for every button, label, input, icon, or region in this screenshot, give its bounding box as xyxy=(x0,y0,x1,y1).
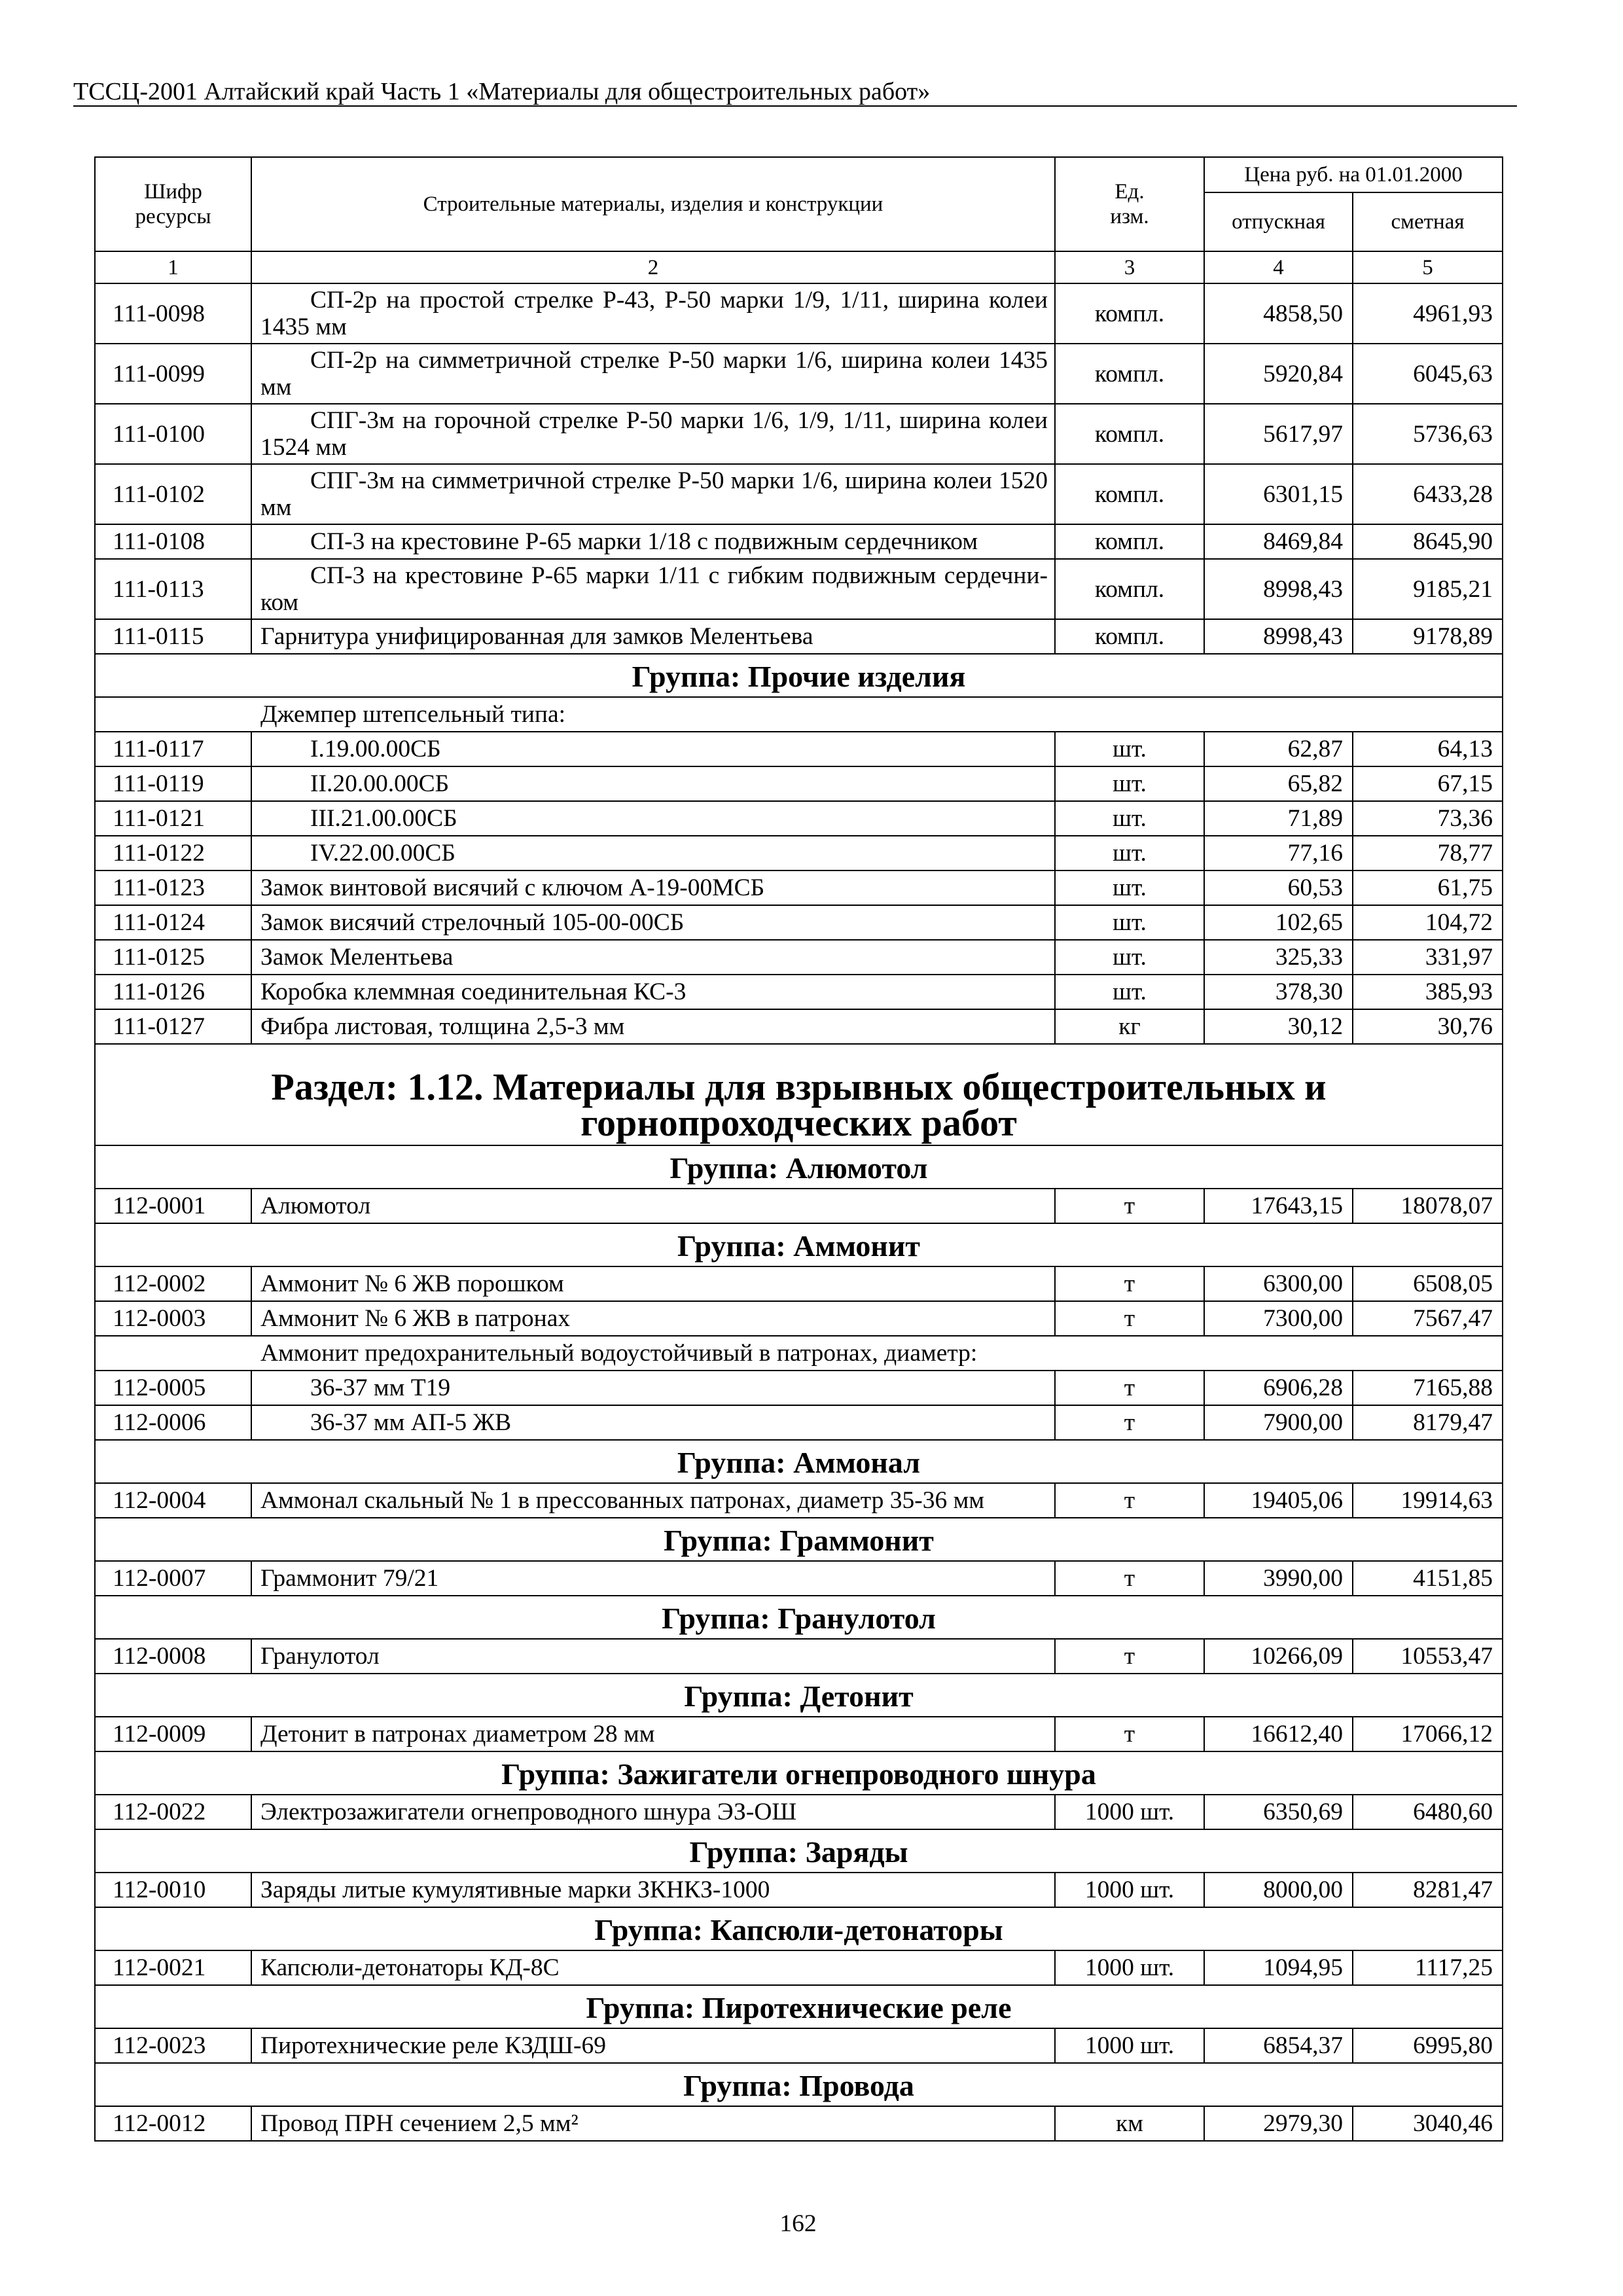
item-name-line: 1524 мм xyxy=(260,434,347,461)
table-body xyxy=(95,283,1503,2141)
item-name-line: мм xyxy=(260,494,292,521)
group-heading: Группа: Зажигатели огнепроводного шнура xyxy=(95,1751,1503,1795)
price-release: 2979,30 xyxy=(1204,2106,1353,2141)
group-row xyxy=(95,1829,1503,1873)
column-number: 5 xyxy=(1353,251,1503,283)
item-name: Замок Мелентьева xyxy=(251,940,1055,975)
unit: шт. xyxy=(1055,905,1204,940)
price-release: 6301,15 xyxy=(1204,464,1353,524)
unit: шт. xyxy=(1055,801,1204,836)
item-name: Капсюли-детонаторы КД-8С xyxy=(251,1950,1055,1985)
table-row xyxy=(95,1561,1503,1596)
price-release: 3990,00 xyxy=(1204,1561,1353,1596)
column-header-code xyxy=(95,157,251,251)
table-row xyxy=(95,283,1503,344)
price-estimate: 9178,89 xyxy=(1353,619,1503,654)
resource-code: 111-0119 xyxy=(95,766,251,801)
table-row xyxy=(95,1266,1503,1301)
table-row xyxy=(95,1189,1503,1223)
price-estimate: 385,93 xyxy=(1353,975,1503,1009)
table-row xyxy=(95,464,1503,524)
table-row xyxy=(95,732,1503,766)
group-heading: Группа: Аммонит xyxy=(95,1223,1503,1266)
unit: компл. xyxy=(1055,464,1204,524)
table-header xyxy=(95,157,1503,283)
table-row xyxy=(95,404,1503,464)
subgroup-label: Аммонит предохранительный водоустойчивый в патронах, диаметр: xyxy=(95,1336,1503,1371)
price-release: 1094,95 xyxy=(1204,1950,1353,1985)
price-table xyxy=(94,156,1503,2142)
price-estimate: 73,36 xyxy=(1353,801,1503,836)
item-name: Гарнитура унифицированная для замков Мелентьева xyxy=(251,619,1055,654)
resource-code: 111-0126 xyxy=(95,975,251,1009)
running-header: ТССЦ-2001 Алтайский край Часть 1 «Материалы для общестроительных работ» xyxy=(73,78,931,105)
group-heading: Группа: Аммонал xyxy=(95,1440,1503,1483)
unit: шт. xyxy=(1055,836,1204,870)
group-heading: Группа: Прочие изделия xyxy=(95,654,1503,697)
group-heading: Группа: Алюмотол xyxy=(95,1145,1503,1189)
price-estimate: 8179,47 xyxy=(1353,1405,1503,1440)
price-release: 8000,00 xyxy=(1204,1873,1353,1907)
table-row xyxy=(95,766,1503,801)
table-row xyxy=(95,1371,1503,1405)
group-row xyxy=(95,2063,1503,2106)
item-name: Детонит в патронах диаметром 28 мм xyxy=(251,1717,1055,1751)
group-heading: Группа: Гранулотол xyxy=(95,1596,1503,1639)
table-row xyxy=(95,870,1503,905)
column-header-price: Цена руб. на 01.01.2000 xyxy=(1204,157,1503,192)
resource-code: 111-0100 xyxy=(95,404,251,464)
item-name: Граммонит 79/21 xyxy=(251,1561,1055,1596)
group-row xyxy=(95,1985,1503,2028)
item-name-line: ком xyxy=(260,589,299,616)
unit: 1000 шт. xyxy=(1055,1950,1204,1985)
resource-code: 111-0122 xyxy=(95,836,251,870)
table-row xyxy=(95,1950,1503,1985)
column-header-unit-line: изм. xyxy=(1110,205,1149,228)
section-row xyxy=(95,1044,1503,1145)
resource-code: 112-0003 xyxy=(95,1301,251,1336)
price-release: 5920,84 xyxy=(1204,344,1353,404)
table-row xyxy=(95,1717,1503,1751)
item-name-line: СП-2р на симметричной стрелке Р-50 марки 1/6, ширина колеи 1435 xyxy=(310,347,1048,374)
unit: т xyxy=(1055,1639,1204,1674)
item-name: 36-37 мм АП-5 ЖВ xyxy=(251,1405,1055,1440)
price-release: 7300,00 xyxy=(1204,1301,1353,1336)
price-estimate: 6508,05 xyxy=(1353,1266,1503,1301)
item-name xyxy=(251,404,1055,464)
resource-code: 112-0022 xyxy=(95,1795,251,1829)
unit: шт. xyxy=(1055,732,1204,766)
group-row xyxy=(95,654,1503,697)
unit: т xyxy=(1055,1266,1204,1301)
item-name: Электрозажигатели огнепроводного шнура ЭЗ-ОШ xyxy=(251,1795,1055,1829)
resource-code: 112-0009 xyxy=(95,1717,251,1751)
price-release: 30,12 xyxy=(1204,1009,1353,1044)
item-name-line: СП-2р на простой стрелке Р-43, Р-50 марки 1/9, 1/11, ширина колеи xyxy=(310,287,1048,314)
price-estimate: 17066,12 xyxy=(1353,1717,1503,1751)
price-release: 17643,15 xyxy=(1204,1189,1353,1223)
table-row xyxy=(95,2106,1503,2141)
column-header-price-release: отпускная xyxy=(1204,192,1353,251)
column-number: 2 xyxy=(251,251,1055,283)
page-number: 162 xyxy=(779,2210,817,2237)
table-row xyxy=(95,1405,1503,1440)
group-row xyxy=(95,1674,1503,1717)
table-row xyxy=(95,2028,1503,2063)
price-release: 325,33 xyxy=(1204,940,1353,975)
table-row xyxy=(95,975,1503,1009)
column-number: 3 xyxy=(1055,251,1204,283)
group-heading: Группа: Провода xyxy=(95,2063,1503,2106)
subgroup-row xyxy=(95,697,1503,732)
unit: т xyxy=(1055,1371,1204,1405)
price-estimate: 30,76 xyxy=(1353,1009,1503,1044)
resource-code: 111-0113 xyxy=(95,559,251,619)
group-heading: Группа: Заряды xyxy=(95,1829,1503,1873)
unit: т xyxy=(1055,1189,1204,1223)
unit: шт. xyxy=(1055,766,1204,801)
unit: шт. xyxy=(1055,975,1204,1009)
resource-code: 111-0127 xyxy=(95,1009,251,1044)
group-row xyxy=(95,1907,1503,1950)
table-row xyxy=(95,344,1503,404)
resource-code: 111-0124 xyxy=(95,905,251,940)
item-name-line: СПГ-3м на симметричной стрелке Р-50 марки 1/6, ширина колеи 1520 xyxy=(310,467,1048,494)
unit: т xyxy=(1055,1301,1204,1336)
price-estimate: 6045,63 xyxy=(1353,344,1503,404)
item-name: Фибра листовая, толщина 2,5-3 мм xyxy=(251,1009,1055,1044)
resource-code: 112-0010 xyxy=(95,1873,251,1907)
resource-code: 112-0005 xyxy=(95,1371,251,1405)
price-estimate: 4961,93 xyxy=(1353,283,1503,344)
price-release: 10266,09 xyxy=(1204,1639,1353,1674)
item-name xyxy=(251,344,1055,404)
price-estimate: 8645,90 xyxy=(1353,524,1503,559)
unit: т xyxy=(1055,1561,1204,1596)
resource-code: 112-0001 xyxy=(95,1189,251,1223)
subgroup-row xyxy=(95,1336,1503,1371)
price-estimate: 64,13 xyxy=(1353,732,1503,766)
price-release: 6906,28 xyxy=(1204,1371,1353,1405)
resource-code: 111-0125 xyxy=(95,940,251,975)
item-name: 36-37 мм Т19 xyxy=(251,1371,1055,1405)
subgroup-label: Джемпер штепсельный типа: xyxy=(95,697,1503,732)
column-number-row xyxy=(95,251,1503,283)
price-estimate: 7165,88 xyxy=(1353,1371,1503,1405)
price-release: 8998,43 xyxy=(1204,559,1353,619)
price-estimate: 104,72 xyxy=(1353,905,1503,940)
price-estimate: 331,97 xyxy=(1353,940,1503,975)
resource-code: 111-0108 xyxy=(95,524,251,559)
price-estimate: 6433,28 xyxy=(1353,464,1503,524)
table-row xyxy=(95,619,1503,654)
price-estimate: 6480,60 xyxy=(1353,1795,1503,1829)
table-row xyxy=(95,1009,1503,1044)
group-heading: Группа: Детонит xyxy=(95,1674,1503,1717)
price-release: 378,30 xyxy=(1204,975,1353,1009)
price-estimate: 4151,85 xyxy=(1353,1561,1503,1596)
price-release: 60,53 xyxy=(1204,870,1353,905)
item-name: Гранулотол xyxy=(251,1639,1055,1674)
item-name-line: 1435 мм xyxy=(260,314,347,340)
price-estimate: 10553,47 xyxy=(1353,1639,1503,1674)
item-name: Аммонит № 6 ЖВ порошком xyxy=(251,1266,1055,1301)
unit: 1000 шт. xyxy=(1055,1795,1204,1829)
column-header-unit-line: Ед. xyxy=(1115,180,1145,204)
unit: компл. xyxy=(1055,619,1204,654)
price-estimate: 18078,07 xyxy=(1353,1189,1503,1223)
unit: компл. xyxy=(1055,524,1204,559)
item-name: Аммонит № 6 ЖВ в патронах xyxy=(251,1301,1055,1336)
resource-code: 112-0004 xyxy=(95,1483,251,1518)
resource-code: 111-0098 xyxy=(95,283,251,344)
price-release: 8998,43 xyxy=(1204,619,1353,654)
price-release: 8469,84 xyxy=(1204,524,1353,559)
table-row xyxy=(95,940,1503,975)
unit: км xyxy=(1055,2106,1204,2141)
resource-code: 112-0012 xyxy=(95,2106,251,2141)
column-number: 4 xyxy=(1204,251,1353,283)
resource-code: 111-0123 xyxy=(95,870,251,905)
unit: т xyxy=(1055,1405,1204,1440)
resource-code: 112-0021 xyxy=(95,1950,251,1985)
price-release: 77,16 xyxy=(1204,836,1353,870)
resource-code: 111-0121 xyxy=(95,801,251,836)
group-row xyxy=(95,1518,1503,1561)
price-release: 7900,00 xyxy=(1204,1405,1353,1440)
unit: 1000 шт. xyxy=(1055,1873,1204,1907)
price-release: 65,82 xyxy=(1204,766,1353,801)
group-row xyxy=(95,1596,1503,1639)
table-row xyxy=(95,559,1503,619)
unit: т xyxy=(1055,1717,1204,1751)
table-row xyxy=(95,1795,1503,1829)
price-estimate: 67,15 xyxy=(1353,766,1503,801)
price-estimate: 9185,21 xyxy=(1353,559,1503,619)
item-name: Заряды литые кумулятивные марки ЗКНКЗ-1000 xyxy=(251,1873,1055,1907)
item-name-line: СП-3 на крестовине Р-65 марки 1/11 с гибким подвижным сердечни- xyxy=(310,562,1048,589)
column-header-code-line: Шифр xyxy=(144,180,202,204)
price-estimate: 6995,80 xyxy=(1353,2028,1503,2063)
unit: компл. xyxy=(1055,283,1204,344)
resource-code: 111-0115 xyxy=(95,619,251,654)
unit: шт. xyxy=(1055,940,1204,975)
price-estimate: 1117,25 xyxy=(1353,1950,1503,1985)
table-row xyxy=(95,1873,1503,1907)
resource-code: 112-0007 xyxy=(95,1561,251,1596)
unit: компл. xyxy=(1055,559,1204,619)
price-release: 5617,97 xyxy=(1204,404,1353,464)
item-name: Коробка клеммная соединительная КС-3 xyxy=(251,975,1055,1009)
price-estimate: 8281,47 xyxy=(1353,1873,1503,1907)
item-name: СП-3 на крестовине Р-65 марки 1/18 с подвижным сердечником xyxy=(251,524,1055,559)
resource-code: 112-0023 xyxy=(95,2028,251,2063)
price-release: 71,89 xyxy=(1204,801,1353,836)
price-release: 6854,37 xyxy=(1204,2028,1353,2063)
item-name: I.19.00.00СБ xyxy=(251,732,1055,766)
group-row xyxy=(95,1223,1503,1266)
section-heading xyxy=(95,1044,1503,1145)
price-estimate: 78,77 xyxy=(1353,836,1503,870)
item-name: Замок висячий стрелочный 105-00-00СБ xyxy=(251,905,1055,940)
group-heading: Группа: Капсюли-детонаторы xyxy=(95,1907,1503,1950)
resource-code: 112-0006 xyxy=(95,1405,251,1440)
column-header-price-estimate: сметная xyxy=(1353,192,1503,251)
resource-code: 112-0008 xyxy=(95,1639,251,1674)
resource-code: 111-0102 xyxy=(95,464,251,524)
resource-code: 112-0002 xyxy=(95,1266,251,1301)
table-row xyxy=(95,905,1503,940)
table-row xyxy=(95,1639,1503,1674)
price-release: 16612,40 xyxy=(1204,1717,1353,1751)
price-estimate: 19914,63 xyxy=(1353,1483,1503,1518)
price-estimate: 5736,63 xyxy=(1353,404,1503,464)
item-name: Пиротехнические реле КЗДШ-69 xyxy=(251,2028,1055,2063)
item-name: III.21.00.00СБ xyxy=(251,801,1055,836)
price-release: 4858,50 xyxy=(1204,283,1353,344)
price-estimate: 7567,47 xyxy=(1353,1301,1503,1336)
price-estimate: 61,75 xyxy=(1353,870,1503,905)
column-number: 1 xyxy=(95,251,251,283)
group-row xyxy=(95,1440,1503,1483)
group-row xyxy=(95,1751,1503,1795)
table-row xyxy=(95,801,1503,836)
unit: компл. xyxy=(1055,344,1204,404)
unit: шт. xyxy=(1055,870,1204,905)
price-release: 6300,00 xyxy=(1204,1266,1353,1301)
item-name: Алюмотол xyxy=(251,1189,1055,1223)
column-header-code-line: ресурсы xyxy=(135,205,211,228)
item-name: Провод ПРН сечением 2,5 мм² xyxy=(251,2106,1055,2141)
item-name-line: мм xyxy=(260,374,292,401)
header-row xyxy=(95,157,1503,192)
group-heading: Группа: Граммонит xyxy=(95,1518,1503,1561)
item-name: IV.22.00.00СБ xyxy=(251,836,1055,870)
table-row xyxy=(95,1483,1503,1518)
unit: компл. xyxy=(1055,404,1204,464)
section-heading-line: Раздел: 1.12. Материалы для взрывных общестроительных и xyxy=(271,1066,1327,1108)
item-name: II.20.00.00СБ xyxy=(251,766,1055,801)
section-heading-line: горнопроходческих работ xyxy=(580,1102,1017,1144)
unit: т xyxy=(1055,1483,1204,1518)
item-name xyxy=(251,559,1055,619)
resource-code: 111-0117 xyxy=(95,732,251,766)
price-release: 102,65 xyxy=(1204,905,1353,940)
unit: 1000 шт. xyxy=(1055,2028,1204,2063)
item-name: Аммонал скальный № 1 в прессованных патронах, диаметр 35-36 мм xyxy=(251,1483,1055,1518)
column-header-unit xyxy=(1055,157,1204,251)
price-estimate: 3040,46 xyxy=(1353,2106,1503,2141)
unit: кг xyxy=(1055,1009,1204,1044)
price-release: 6350,69 xyxy=(1204,1795,1353,1829)
group-heading: Группа: Пиротехнические реле xyxy=(95,1985,1503,2028)
item-name xyxy=(251,464,1055,524)
table-row xyxy=(95,836,1503,870)
price-release: 62,87 xyxy=(1204,732,1353,766)
table-row xyxy=(95,524,1503,559)
table-row xyxy=(95,1301,1503,1336)
header-rule xyxy=(73,105,1517,107)
resource-code: 111-0099 xyxy=(95,344,251,404)
item-name-line: СПГ-3м на горочной стрелке Р-50 марки 1/6, 1/9, 1/11, ширина колеи xyxy=(310,407,1048,434)
item-name: Замок винтовой висячий с ключом А-19-00МСБ xyxy=(251,870,1055,905)
group-row xyxy=(95,1145,1503,1189)
item-name xyxy=(251,283,1055,344)
price-release: 19405,06 xyxy=(1204,1483,1353,1518)
column-header-name: Строительные материалы, изделия и конструкции xyxy=(251,157,1055,251)
